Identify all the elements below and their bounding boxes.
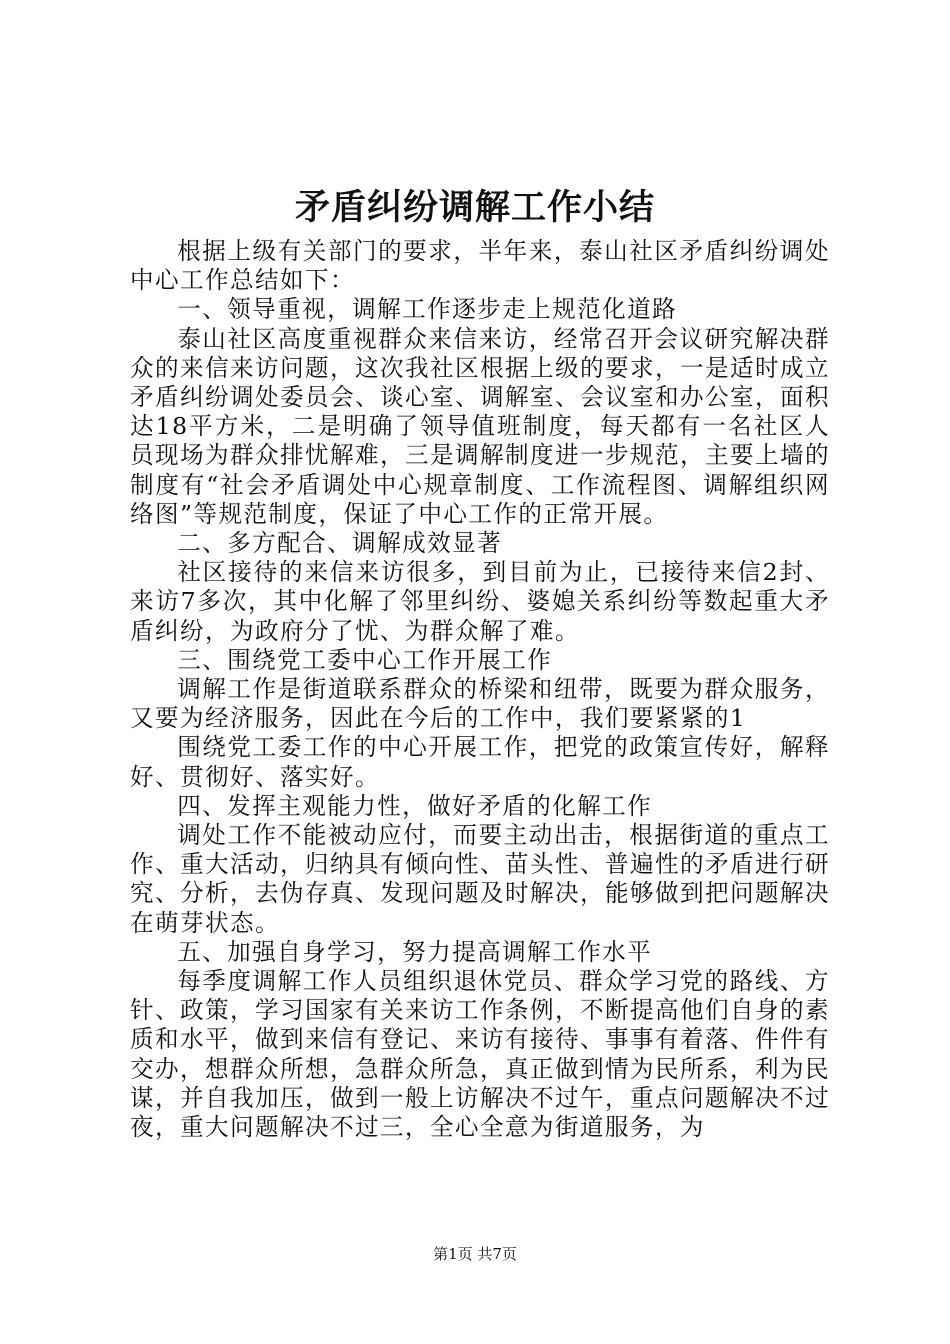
section-heading-1: 一、领导重视，调解工作逐步走上规范化道路: [177, 295, 678, 324]
body-paragraph: 每季度调解工作人员组织退休党员、群众学习党的路线、方针、政策，学习国家有关来访工作条例，不断提高他们自身的素质和水平，做到来信有登记、来访有接待、事事有着落、件件有交办，想群众所想，急群众所急，真正做到情为民所系，利为民谋，并自我加压，做到一般上访解决不过午，重点问题解决不过夜，重大问题解决不过三，全心全意为街道服务，为: [130, 967, 830, 1142]
document-body: [130, 237, 830, 1142]
page-number-footer: 第1页 共7页: [433, 1245, 517, 1263]
section-heading-5: 五、加强自身学习，努力提高调解工作水平: [177, 937, 653, 966]
section-heading-2: 二、多方配合、调解成效显著: [177, 529, 503, 558]
section-heading-3: 三、围绕党工委中心工作开展工作: [177, 645, 553, 674]
body-paragraph: 泰山社区高度重视群众来信来访，经常召开会议研究解决群众的来信来访问题，这次我社区根据上级的要求，一是适时成立矛盾纠纷调处委员会、谈心室、调解室、会议室和办公室，面积达18平方米，二是明确了领导值班制度，每天都有一名社区人员现场为群众排忧解难，三是调解制度进一步规范，主要上墙的制度有“社会矛盾调处中心规章制度、工作流程图、调解组织网络图”等规范制度，保证了中心工作的正常开展。: [130, 324, 830, 528]
intro-paragraph: 根据上级有关部门的要求，半年来，泰山社区矛盾纠纷调处中心工作总结如下：: [130, 237, 830, 295]
body-paragraph: 调处工作不能被动应付，而要主动出击，根据街道的重点工作、重大活动，归纳具有倾向性、苗头性、普遍性的矛盾进行研究、分析，去伪存真、发现问题及时解决，能够做到把问题解决在萌芽状态。: [130, 821, 830, 937]
body-paragraph: 围绕党工委工作的中心开展工作，把党的政策宣传好，解释好、贯彻好、落实好。: [130, 733, 830, 791]
document-title: 矛盾纠纷调解工作小结: [294, 187, 655, 228]
section-heading-4: 四、发挥主观能力性，做好矛盾的化解工作: [177, 791, 653, 820]
body-paragraph: 社区接待的来信来访很多，到目前为止，已接待来信2封、来访7多次，其中化解了邻里纠纷、婆媳关系纠纷等数起重大矛盾纠纷，为政府分了忧、为群众解了难。: [130, 558, 830, 645]
body-paragraph: 调解工作是街道联系群众的桥梁和纽带，既要为群众服务，又要为经济服务，因此在今后的工作中，我们要紧紧的1: [130, 675, 830, 733]
